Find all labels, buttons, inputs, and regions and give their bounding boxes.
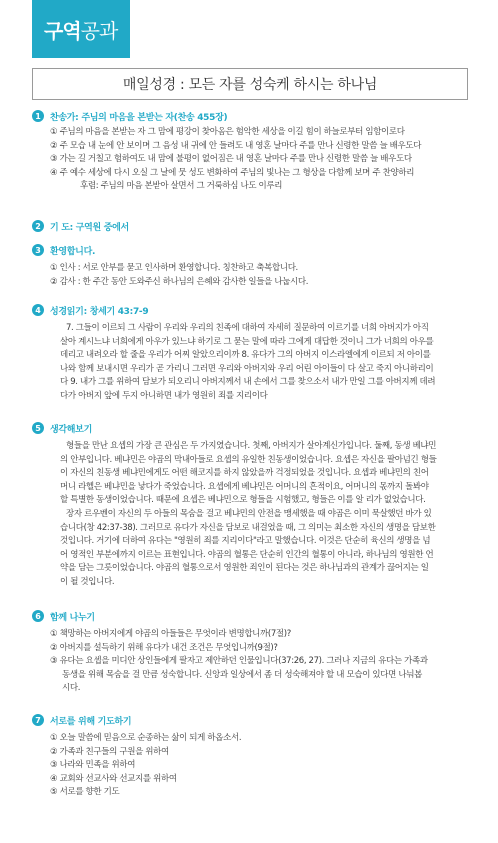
reflection-line: 습니다(창 42:37-38). 그러므로 유다가 자신을 담보로 내걸었을 때, 그 의미는 최소한 자신의 생명을 담보한	[60, 522, 436, 533]
reflection-line: 이 자신의 친동생 베냐민에게도 어떤 해코지를 하지 않았을까 걱정되었을 것입니다. 요셉과 베냐민의 친어	[60, 468, 429, 479]
scripture-line: 나와 함께 보내시면 우리가 곧 가리니 그러면 우리와 아버지와 우리 어린 아이들이 다 살고 죽지 아니하리이	[60, 363, 434, 374]
section-header	[32, 420, 478, 436]
reflection-line: 어 영적인 부분에까지 이르는 표현입니다. 야곱의 혈통은 단순히 인간의 혈통이 아니라, 하나님의 영원한 언	[60, 549, 434, 560]
section-sharing	[32, 608, 478, 696]
section-title: 찬송가: 주님의 마음을 본받는 자(찬송 455장)	[50, 112, 228, 123]
tab-light-text: 공과	[80, 19, 118, 43]
hymn-verse-3: ③ 가는 길 거칠고 험하여도 내 맘에 불평이 없어짐은 내 영혼 날마다 주를 만나 신령한 말씀 늘 배우도다	[50, 154, 412, 165]
hymn-verse-2: ② 주 모습 내 눈에 안 보이며 그 음성 내 귀에 안 들려도 내 영혼 날마다 주를 만나 신령한 말씀 늘 배우도다	[50, 140, 422, 151]
prayer-item-2: ② 가족과 친구들의 구원을 위하여	[50, 746, 169, 757]
section-title: 생각해보기	[50, 424, 92, 435]
section-number-badge: 3	[32, 244, 44, 256]
section-number-badge: 2	[32, 220, 44, 232]
scripture-line: 다 9. 내가 그를 위하여 담보가 되오리니 아버지께서 내 손에서 그를 찾으소서 내가 만일 그를 아버지께 데려	[60, 377, 436, 388]
section-header	[32, 218, 478, 234]
section-header	[32, 242, 478, 258]
sharing-question-3: ③ 유다는 요셉을 미디안 상인들에게 팔자고 제안하던 인물입니다(37:26, 27). 그러나 지금의 유다는 가족과	[50, 656, 428, 667]
scripture-line: 다가 아버지 앞에 두지 아니하면 내가 영원히 죄를 지리이다	[60, 390, 268, 401]
scripture-line: 데리고 내려오라 할 줄을 우리가 어찌 알았으리이까 8. 유다가 그의 아버지 이스라엘에게 이르되 저 아이를	[60, 350, 431, 361]
section-reflection	[32, 420, 478, 590]
section-header	[32, 108, 478, 124]
welcome-item-1: ① 인사 : 서로 안부를 묻고 인사하며 환영합니다. 칭찬하고 축복합니다.	[50, 263, 298, 273]
reflection-line: 약을 담는 그릇이었습니다. 야곱의 혈통으로서 영원한 죄인이 된다는 것은 하나님과의 관계가 끊어지는 일	[60, 563, 429, 574]
reflection-line: 형들을 만난 요셉의 가장 큰 관심은 두 가지였습니다. 첫째, 아버지가 살아계신가입니다. 둘째, 동생 베냐민	[66, 441, 437, 451]
section-number-badge: 1	[32, 110, 44, 122]
section-title: 함께 나누기	[50, 612, 95, 623]
sharing-question-3-cont: 동생을 위해 목숨을 걸 만큼 성숙합니다. 신앙과 일상에서 좀 더 성숙해져야 할 내 모습이 있다면 나눠봅	[62, 669, 422, 680]
section-number-badge: 7	[32, 714, 44, 726]
section-header	[32, 608, 478, 624]
prayer-item-4: ④ 교회와 선교사와 선교지를 위하여	[50, 773, 177, 784]
section-title: 성경읽기: 창세기 43:7-9	[50, 306, 149, 317]
page-title: 매일성경 : 모든 자를 성숙케 하시는 하나님	[32, 68, 468, 100]
sharing-question-1: ① 책망하는 아버지에게 야곱의 아들들은 무엇이라 변명합니까(7절)?	[50, 629, 291, 639]
section-header	[32, 712, 478, 728]
scripture-line: 7. 그들이 이르되 그 사람이 우리와 우리의 친족에 대하여 자세히 질문하여 이르기를 너희 아버지가 아직	[66, 323, 429, 333]
section-number-badge: 5	[32, 422, 44, 434]
hymn-verse-4: ④ 주 예수 세상에 다시 오실 그 날에 뭇 성도 변화하여 주님의 빛나는 그 형상을 다함께 보며 주 찬양하리	[50, 167, 415, 178]
reflection-line: 의 안부입니다. 베냐민은 야곱의 막내아들로 요셉의 유일한 친동생이었습니다. 요셉은 자신을 팔아넘긴 형들	[60, 454, 437, 465]
section-title: 서로를 위해 기도하기	[50, 716, 132, 727]
reflection-line: 이 될 것입니다.	[60, 576, 115, 587]
prayer-item-5: ⑤ 서로를 향한 기도	[50, 787, 120, 798]
prayer-item-1: ① 오늘 말씀에 믿음으로 순종하는 삶이 되게 하옵소서.	[50, 733, 242, 743]
section-number-badge: 6	[32, 610, 44, 622]
sharing-question-3-cont: 시다.	[62, 683, 81, 694]
reflection-line: 할 특별한 동생이었습니다. 때문에 요셉은 베냐민으로 형들을 시험했고, 형들은 이를 알 리가 없었습니다.	[60, 495, 426, 506]
reflection-line: 머니 라헬은 베냐민을 낳다가 죽었습니다. 요셉에게 베냐민은 어머니의 흔적이요, 어머니의 몫까지 돌봐야	[60, 481, 429, 492]
reflection-line: 장자 르우벤이 자신의 두 아들의 목숨을 걸고 베냐민의 안전을 맹세했을 때 야곱은 이미 묵살했던 바가 있	[66, 508, 432, 519]
section-prayer	[32, 218, 478, 234]
tab-bold-text: 구역	[44, 19, 81, 43]
hymn-refrain: 후렴: 주님의 마음 본받아 살면서 그 거룩하심 나도 이루리	[80, 181, 283, 192]
sharing-question-2: ② 아버지를 설득하기 위해 유다가 내건 조건은 무엇입니까(9절)?	[50, 642, 278, 653]
prayer-item-3: ③ 나라와 민족을 위하여	[50, 760, 136, 771]
reflection-line: 것입니다. 거기에 더하여 유다는 "영원히 죄를 지리이다"라고 말했습니다. 이것은 단순히 육신의 생명을 넘	[60, 536, 431, 547]
section-intercession	[32, 712, 478, 800]
section-scripture	[32, 302, 478, 404]
hymn-verse-1: ① 주님의 마음을 본받는 자 그 맘에 평강이 찾아옴은 험악한 세상을 이길 힘이 하늘로부터 임함이로다	[50, 127, 405, 137]
section-title: 환영합니다.	[50, 246, 96, 257]
welcome-item-2: ② 감사 : 한 주간 동안 도와주신 하나님의 은혜와 감사한 일들을 나눕시다.	[50, 276, 309, 287]
section-tab	[32, 0, 130, 58]
section-title: 기 도: 구역원 중에서	[50, 222, 129, 233]
section-welcome	[32, 242, 478, 289]
section-number-badge: 4	[32, 304, 44, 316]
section-header	[32, 302, 478, 318]
scripture-line: 살아 계시느냐 너희에게 아우가 있느냐 하기로 그 묻는 말에 따라 그에게 대답한 것이니 그가 너희의 아우를	[60, 336, 434, 347]
section-hymn	[32, 108, 478, 194]
